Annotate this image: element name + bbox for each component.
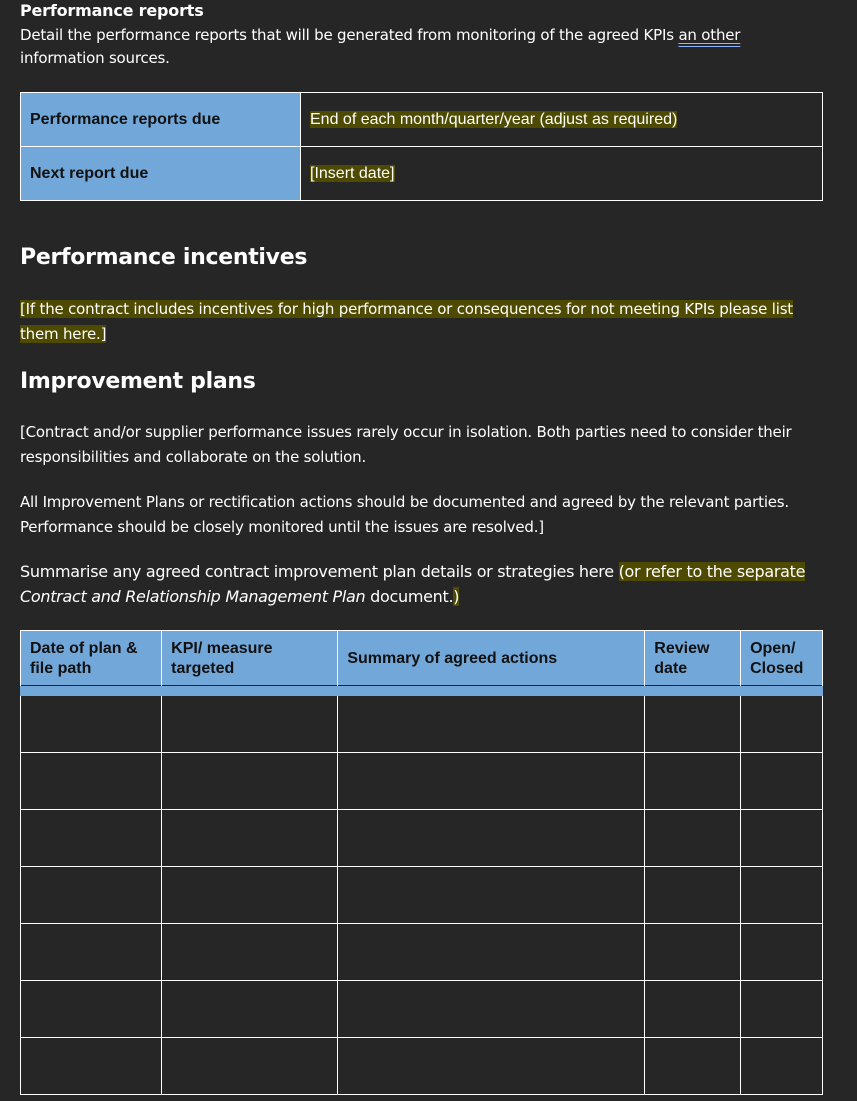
table-cell[interactable]	[338, 691, 645, 753]
improvement-para-1: [Contract and/or supplier performance issues rarely occur in isolation. Both parties need to consider their responsibilities and collaborate on the solution.	[20, 423, 792, 466]
next-report-value-cell[interactable]	[301, 147, 823, 201]
table-cell[interactable]	[645, 867, 741, 924]
table-cell[interactable]	[21, 867, 162, 924]
performance-reports-table	[20, 92, 823, 201]
table-cell[interactable]	[741, 810, 823, 867]
table-cell[interactable]	[162, 810, 338, 867]
table-cell[interactable]	[645, 981, 741, 1038]
table-cell[interactable]	[21, 1038, 162, 1095]
incentives-placeholder: [If the contract includes incentives for high performance or consequences for not meeting KPIs please list them here.]	[20, 300, 793, 343]
table-cell[interactable]	[21, 753, 162, 810]
table-cell[interactable]	[162, 691, 338, 753]
improvement-para-3	[20, 559, 850, 609]
table-cell[interactable]	[645, 753, 741, 810]
table-cell[interactable]	[338, 924, 645, 981]
table-row	[21, 981, 823, 1038]
table-row	[21, 147, 823, 201]
table-cell[interactable]	[338, 1038, 645, 1095]
performance-incentives-text[interactable]	[20, 297, 820, 347]
table-cell[interactable]	[741, 753, 823, 810]
table-row	[21, 691, 823, 753]
improvement-para-2: All Improvement Plans or rectification actions should be documented and agreed by the relevant parties. Performance should be closely monitored until the issues are resolved.]	[20, 493, 789, 536]
table-cell[interactable]	[338, 981, 645, 1038]
table-cell[interactable]	[162, 1038, 338, 1095]
table-row	[21, 93, 823, 147]
table-cell[interactable]	[741, 924, 823, 981]
reports-due-value-cell[interactable]	[301, 93, 823, 147]
table-cell[interactable]	[741, 867, 823, 924]
table-row	[21, 1038, 823, 1095]
table-header-row	[21, 631, 823, 692]
table-cell[interactable]	[162, 924, 338, 981]
table-row	[21, 810, 823, 867]
table-cell[interactable]	[645, 1038, 741, 1095]
intro-text: Detail the performance reports that will be generated from monitoring of the agreed KPIs	[20, 26, 674, 44]
para3-close: )	[453, 587, 460, 606]
table-cell[interactable]	[162, 867, 338, 924]
header-summary-actions: Summary of agreed actions	[338, 631, 645, 692]
table-cell[interactable]	[162, 981, 338, 1038]
table-cell[interactable]	[21, 924, 162, 981]
header-date-of-plan: Date of plan & file path	[21, 631, 162, 692]
table-cell[interactable]	[21, 691, 162, 753]
table-cell[interactable]	[645, 924, 741, 981]
header-review-date: Review date	[645, 631, 741, 692]
para3-start: Summarise any agreed contract improvement plan details or strategies here	[20, 562, 614, 581]
para3-doc-title: Contract and Relationship Management Plan	[20, 587, 366, 606]
table-row	[21, 924, 823, 981]
header-kpi-measure: KPI/ measure targeted	[162, 631, 338, 692]
improvement-plans-table	[20, 630, 823, 1095]
table-cell[interactable]	[338, 810, 645, 867]
performance-reports-intro	[20, 24, 820, 70]
section-heading-performance-incentives: Performance incentives	[20, 245, 308, 270]
reports-due-label: Performance reports due	[21, 93, 301, 147]
table-cell[interactable]	[645, 691, 741, 753]
table-cell[interactable]	[162, 753, 338, 810]
table-cell[interactable]	[741, 1038, 823, 1095]
table-cell[interactable]	[645, 810, 741, 867]
header-open-closed: Open/ Closed	[741, 631, 823, 692]
section-heading-improvement-plans: Improvement plans	[20, 369, 256, 394]
next-report-value: [Insert date]	[310, 164, 395, 182]
table-row	[21, 753, 823, 810]
para3-end: document.	[370, 587, 454, 606]
table-cell[interactable]	[338, 753, 645, 810]
next-report-label: Next report due	[21, 147, 301, 201]
table-cell[interactable]	[338, 867, 645, 924]
reports-due-value: End of each month/quarter/year (adjust as required)	[310, 110, 678, 128]
para3-highlight: (or refer to the separate	[618, 562, 806, 581]
intro-flagged-phrase[interactable]: an other	[678, 26, 741, 44]
table-cell[interactable]	[21, 810, 162, 867]
table-row	[21, 867, 823, 924]
section-heading-performance-reports: Performance reports	[20, 1, 204, 20]
table-cell[interactable]	[741, 691, 823, 753]
table-cell[interactable]	[741, 981, 823, 1038]
intro-tail: information sources.	[20, 49, 170, 67]
table-cell[interactable]	[21, 981, 162, 1038]
